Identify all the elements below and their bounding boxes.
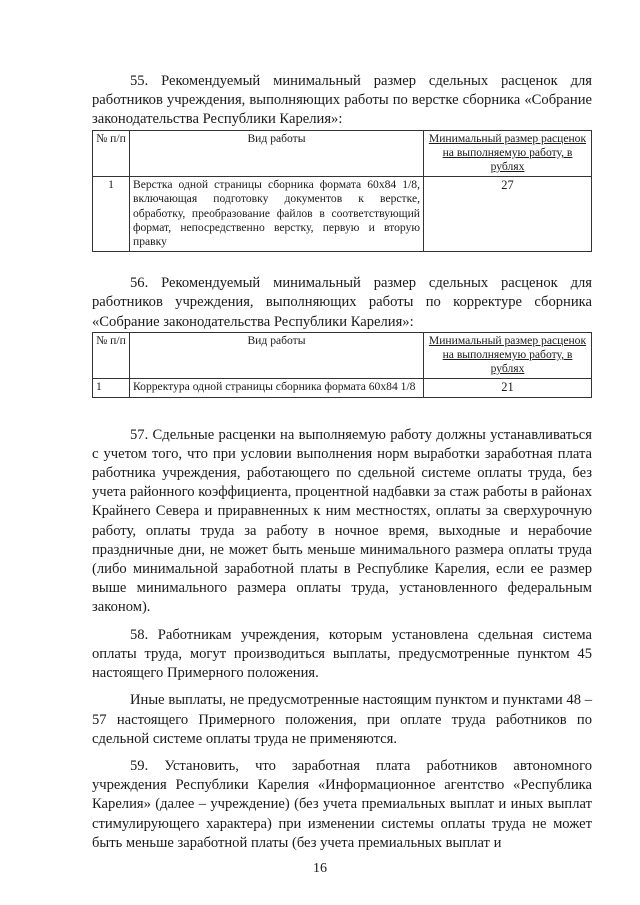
- table-55: [92, 130, 592, 253]
- header-num: № п/п: [93, 130, 130, 177]
- header-num: № п/п: [93, 332, 130, 379]
- header-price: [424, 130, 592, 177]
- table-header-row: [93, 130, 592, 177]
- row-price: 27: [424, 177, 592, 252]
- row-price: 21: [424, 379, 592, 397]
- row-work: Корректура одной страницы сборника формата 60х84 1/8: [130, 379, 424, 397]
- table-row: [93, 177, 592, 252]
- header-work: Вид работы: [130, 332, 424, 379]
- row-work: Верстка одной страницы сборника формата 60х84 1/8, включающая подготовку документов к верстке, обработку, преобразование файлов в соответствующий формат, непосредственно верстку, первую и вторую правку: [130, 177, 424, 252]
- table-row: [93, 379, 592, 397]
- table-56: [92, 332, 592, 398]
- header-price-label: Минимальный размер расценок на выполняемую работу, в рублях: [428, 333, 587, 376]
- paragraph-57: 57. Сдельные расценки на выполняемую работу должны устанавливаться с учетом того, что при условии выполнения норм выработки заработная плата работника учреждения, работающего по сдельной системе оплаты труда, без учета районного коэффициента, процентной надбавки за стаж работы в районах Крайнего Севера и приравненных к ним местностях, оплаты за сверхурочную работу, оплаты труда за работу в ночное время, выходные и нерабочие праздничные дни, не может быть меньше минимального размера оплаты труда (либо минимальной заработной платы в Республике Карелия, если ее размер выше минимального размера оплаты труда, установленного федеральным законом).: [92, 426, 592, 616]
- document-page: [92, 72, 592, 853]
- header-price: [424, 332, 592, 379]
- header-price-label: Минимальный размер расценок на выполняемую работу, в рублях: [428, 131, 587, 174]
- paragraph-56: 56. Рекомендуемый минимальный размер сдельных расценок для работников учреждения, выполняющих работы по корректуре сборника «Собрание законодательства Республики Карелия»:: [92, 275, 592, 330]
- paragraph-58-other-payments: Иные выплаты, не предусмотренные настоящим пунктом и пунктами 48 – 57 настоящего Примерного положения, при оплате труда работников по сдельной системе оплаты труда не применяются.: [92, 692, 592, 747]
- header-work: Вид работы: [130, 130, 424, 177]
- row-num: 1: [93, 177, 130, 252]
- paragraph-59: 59. Установить, что заработная плата работников автономного учреждения Республики Карелия «Информационное агентство «Республика Карелия» (далее – учреждение) (без учета премиальных выплат и иных выплат стимулирующего характера) при изменении системы оплаты труда не может быть меньше заработной платы (без учета премиальных выплат и: [92, 757, 592, 851]
- page-number: 16: [313, 861, 327, 876]
- paragraph-55: 55. Рекомендуемый минимальный размер сдельных расценок для работников учреждения, выполняющих работы по верстке сборника «Собрание законодательства Республики Карелия»:: [92, 73, 592, 128]
- table-header-row: [93, 332, 592, 379]
- row-num: 1: [93, 379, 130, 397]
- paragraph-58: 58. Работникам учреждения, которым установлена сдельная система оплаты труда, могут производиться выплаты, предусмотренные пунктом 45 настоящего Примерного положения.: [92, 626, 592, 682]
